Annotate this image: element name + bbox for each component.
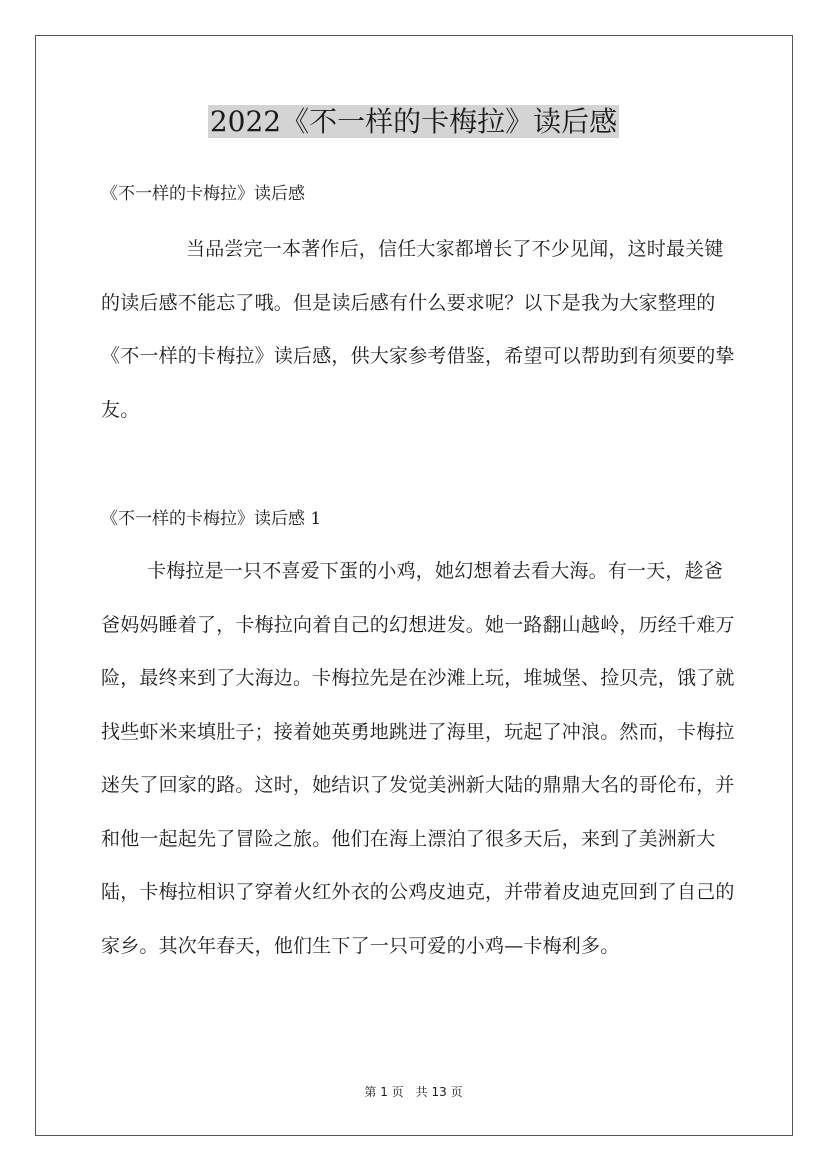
intro-paragraph: 当品尝完一本著作后，信任大家都增长了不少见闻，这时最关键的读后感不能忘了哦。但是读后感有什么要求呢？以下是我为大家整理的《不一样的卡梅拉》读后感，供大家参考借鉴，希望可以帮助到有须要的挚友。 bbox=[101, 238, 735, 421]
section-heading-1: 《不一样的卡梅拉》读后感 1 bbox=[101, 509, 322, 529]
body-paragraph-1: 卡梅拉是一只不喜爱下蛋的小鸡，她幻想着去看大海。有一天，趁爸爸妈妈睡着了，卡梅拉向着自己的幻想进发。她一路翻山越岭，历经千难万险，最终来到了大海边。卡梅拉先是在沙滩上玩，堆城堡、捡贝壳，饿了就找些虾米来填肚子；接着她英勇地跳进了海里，玩起了冲浪。然而，卡梅拉迷失了回家的路。这时，她结识了发觉美洲新大陆的鼎鼎大名的哥伦布，并和他一起起先了冒险之旅。他们在海上漂泊了很多天后，来到了美洲新大陆，卡梅拉相识了穿着火红外衣的公鸡皮迪克，并带着皮迪克回到了自己的家乡。其次年春天，他们生下了一只可爱的小鸡—卡梅利多。 bbox=[101, 560, 735, 957]
document-subtitle: 《不一样的卡梅拉》读后感 bbox=[101, 184, 305, 204]
page-number-footer: 第 1 页 共 13 页 bbox=[364, 1085, 463, 1099]
document-title bbox=[0, 102, 827, 142]
title-text: 2022《不一样的卡梅拉》读后感 bbox=[209, 105, 618, 138]
